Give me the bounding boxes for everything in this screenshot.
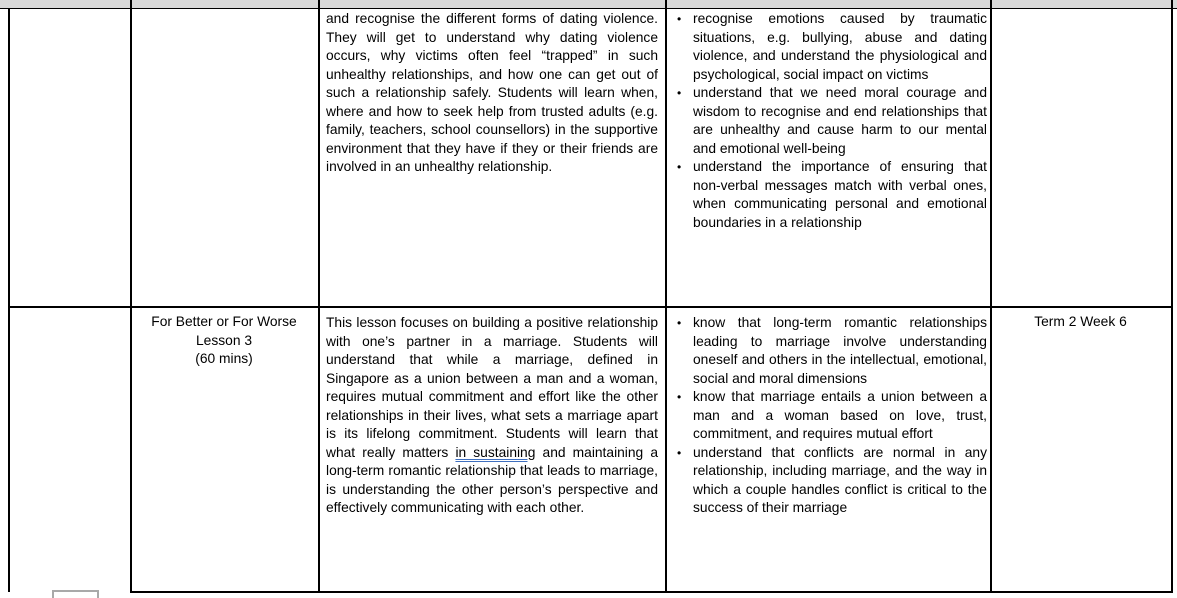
objective-item (667, 10, 989, 84)
objective-text: know that marriage entails a union between a man and a woman based on love, trust, commitment, and requires mutual effort (693, 389, 987, 441)
objective-text: understand that we need moral courage and wisdom to recognise and end relationships that are unhealthy and cause harm to our mental and emotional well-being (693, 85, 987, 156)
bullet-icon: • (677, 390, 682, 404)
table-border-right (1171, 0, 1173, 592)
objective-item (667, 84, 989, 158)
grammar-flagged-text: in sustaining (455, 444, 536, 460)
lesson-description-cell-row2 (326, 314, 658, 518)
lesson-description-cell-row1 (326, 10, 658, 177)
bullet-icon: • (677, 86, 682, 100)
objective-item (667, 388, 989, 444)
objective-text: know that long-term romantic relationships leading to marriage involve understanding oneself and others in the intellectual, emotional, social and moral dimensions (693, 315, 987, 386)
column-border-4 (990, 0, 992, 592)
column-border-1 (130, 0, 132, 592)
bullet-icon: • (677, 316, 682, 330)
table-border-left (8, 8, 10, 592)
row-border-top (0, 8, 1177, 9)
bullet-icon: • (677, 445, 682, 460)
term-week-cell (992, 313, 1169, 332)
lesson-duration: (60 mins) (195, 351, 253, 366)
objective-text: understand the importance of ensuring that non-verbal messages match with verbal ones, when communicating personal and emotional boundaries in a relationship (693, 159, 987, 230)
objective-item (667, 444, 989, 518)
lesson-title-cell (132, 313, 316, 369)
next-page-table-handle (52, 590, 99, 598)
row-border-middle (8, 306, 1173, 308)
objectives-cell-row1 (667, 10, 989, 232)
objective-item (667, 158, 989, 232)
lesson-description-text-row2 (326, 314, 658, 518)
lesson-description-text-row1: and recognise the different forms of dating violence. They will get to understand why dating violence occurs, why victims often feel “trapped” in such unhealthy relationships, and how one can get out of such a relationship safely. Students will learn when, where and how to seek help from trusted adults (e.g. family, teachers, school counsellors) in the supportive environment that they have if they or their friends are involved in an unhealthy relationship. (326, 11, 658, 174)
lesson-number: Lesson 3 (196, 332, 252, 348)
lesson-title: For Better or For Worse (151, 314, 297, 329)
table-border-bottom (130, 591, 1173, 593)
objective-text: understand that conflicts are normal in any relationship, including marriage, and the way in which a couple handles conflict is critical to the success of their marriage (693, 444, 987, 515)
objective-text: recognise emotions caused by traumatic situations, e.g. bullying, abuse and dating violence, and understand the physiological and psychological, social impact on victims (693, 11, 987, 82)
column-border-2 (318, 0, 320, 592)
description-text-after: and maintaining a long-term romantic relationship that leads to marriage, is understanding the other person’s perspective and effectively communicating with each other. (326, 444, 658, 515)
table-header-strip (0, 0, 1177, 8)
bullet-icon: • (677, 160, 682, 174)
objectives-cell-row2 (667, 314, 989, 518)
objective-item (667, 314, 989, 388)
description-text-before: This lesson focuses on building a positive relationship with one’s partner in a marriage. Students will understand that while a marriage, defined in Singapore as a union between a man and a woman, requires mutual commitment and effort like the other relationships in their lives, what sets a marriage apart is its lifelong commitment. Students will learn that what really matters (326, 315, 658, 460)
bullet-icon: • (677, 12, 682, 26)
term-week-label: Term 2 Week 6 (1034, 314, 1127, 329)
